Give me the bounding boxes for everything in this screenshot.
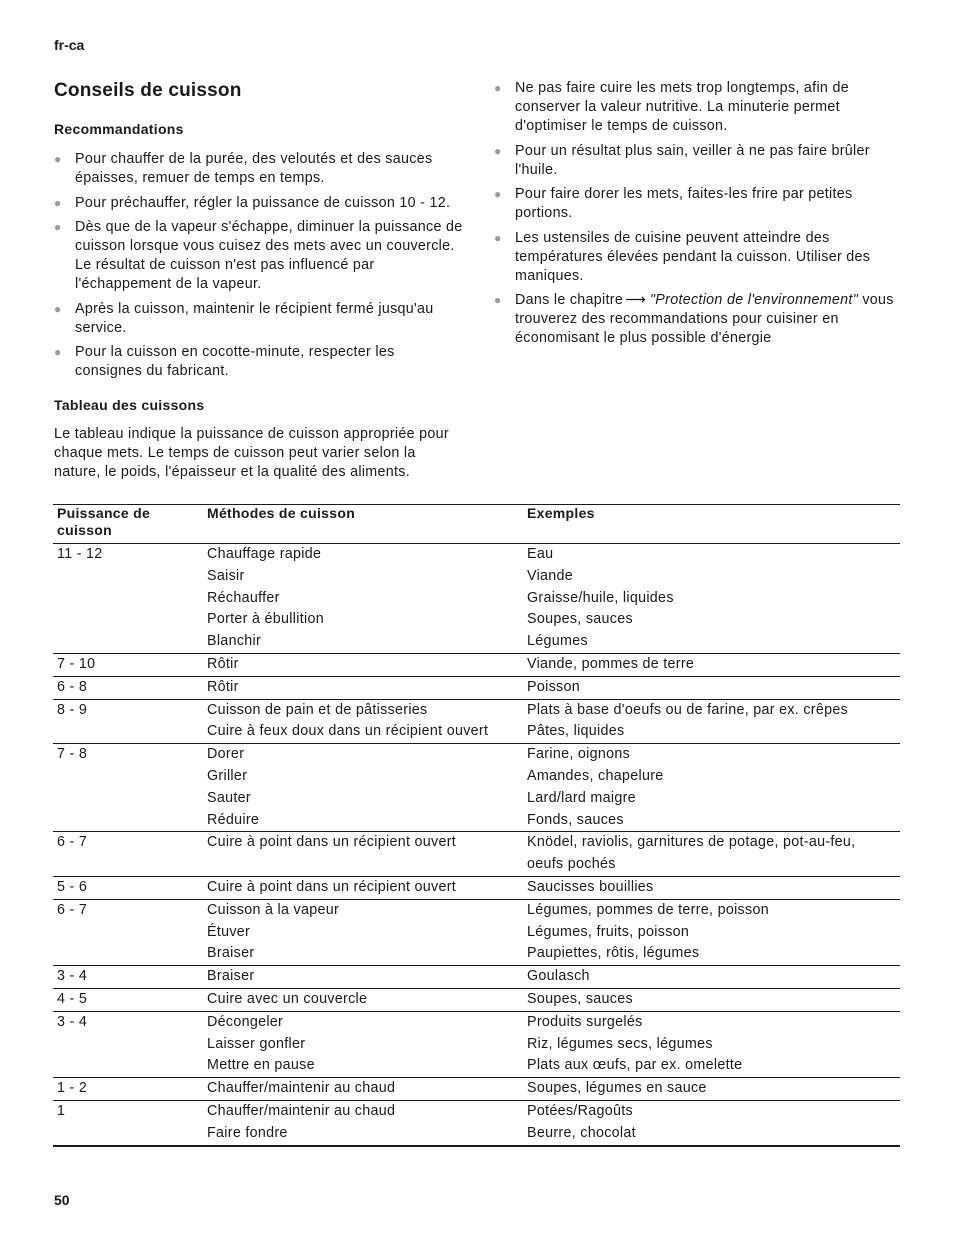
example-line: Poisson <box>527 678 580 695</box>
method-line: Cuire à point dans un récipient ouvert <box>207 878 457 895</box>
list-item: ● Ne pas faire cuire les mets trop longtemps, afin de conserver la valeur nutritive. La minuterie permet d'optimiser le temps de cuisson. <box>494 80 849 134</box>
left-column <box>54 78 464 482</box>
cell-level <box>53 1078 203 1101</box>
example-line: Knödel, raviolis, garnitures de potage, pot-au-feu, oeufs pochés <box>527 834 856 873</box>
method-line: Cuire à point dans un récipient ouvert <box>207 834 457 851</box>
cell-methods <box>203 1078 523 1101</box>
cell-methods <box>203 876 523 899</box>
table-row <box>53 876 900 899</box>
list-item: ● Pour préchauffer, régler la puissance de cuisson 10 - 12. <box>54 194 451 211</box>
cell-methods <box>203 1100 523 1145</box>
cell-level <box>53 988 203 1011</box>
right-column <box>494 79 904 354</box>
method-line: Cuisson de pain et de pâtisseries <box>207 701 428 718</box>
table-row <box>53 1078 900 1101</box>
list-item: ● Dès que de la vapeur s'échappe, diminuer la puissance de cuisson lorsque vous cuisez des mets avec un couvercle. Le résultat de cuisson n'est pas influencé par l'échappement de la vapeur. <box>54 219 463 292</box>
table-row <box>53 899 900 965</box>
bullet-icon: ● <box>54 345 62 359</box>
cell-level <box>53 544 203 654</box>
example-line: Saucisses bouillies <box>527 878 654 895</box>
cell-examples <box>523 988 900 1011</box>
method-line: Saisir <box>207 567 245 584</box>
method-line: Laisser gonfler <box>207 1035 306 1052</box>
list-item: ● Après la cuisson, maintenir le récipient fermé jusqu'au service. <box>54 300 434 336</box>
cell-examples <box>523 832 900 877</box>
cell-examples <box>523 653 900 676</box>
example-line: Légumes, pommes de terre, poisson <box>527 901 769 918</box>
recommendations-list <box>54 150 464 381</box>
cell-methods <box>203 744 523 832</box>
table-heading: Tableau des cuissons <box>54 397 205 413</box>
header-examples: Exemples <box>523 505 900 544</box>
level-value: 8 - 9 <box>57 701 88 718</box>
level-value: 4 - 5 <box>57 990 88 1007</box>
method-line: Mettre en pause <box>207 1057 315 1074</box>
chapter-reference-link[interactable]: "Protection de l'environnement" <box>649 292 859 308</box>
list-item: ● Pour un résultat plus sain, veiller à ne pas faire brûler l'huile. <box>494 142 870 178</box>
cell-level <box>53 966 203 989</box>
method-line: Braiser <box>207 945 255 962</box>
example-line: Pâtes, liquides <box>527 723 625 740</box>
example-line: Légumes <box>527 633 588 650</box>
example-line: Soupes, légumes en sauce <box>527 1080 707 1097</box>
method-line: Chauffer/maintenir au chaud <box>207 1102 396 1119</box>
table-row <box>53 699 900 744</box>
cell-level <box>53 1100 203 1145</box>
example-line: Fonds, sauces <box>527 811 624 828</box>
cell-level <box>53 876 203 899</box>
example-line: Farine, oignons <box>527 746 631 763</box>
cell-examples <box>523 744 900 832</box>
method-line: Réduire <box>207 811 260 828</box>
method-line: Chauffer/maintenir au chaud <box>207 1080 396 1097</box>
table-row <box>53 676 900 699</box>
method-line: Étuver <box>207 923 251 940</box>
cell-examples <box>523 1078 900 1101</box>
example-line: Lard/lard maigre <box>527 789 636 806</box>
cell-methods <box>203 899 523 965</box>
cell-level <box>53 832 203 877</box>
method-line: Blanchir <box>207 633 262 650</box>
bullet-icon: ● <box>494 143 502 158</box>
cell-examples <box>523 1100 900 1145</box>
level-value: 5 - 6 <box>57 878 88 895</box>
language-label: fr-ca <box>54 37 85 53</box>
cell-methods <box>203 988 523 1011</box>
table-header-row <box>53 505 900 544</box>
table-row <box>53 653 900 676</box>
cell-level <box>53 676 203 699</box>
header-level: Puissance de cuisson <box>53 505 203 544</box>
method-line: Faire fondre <box>207 1124 288 1141</box>
bullet-icon: ● <box>494 81 502 95</box>
level-value: 6 - 8 <box>57 678 88 695</box>
level-value: 7 - 8 <box>57 746 88 763</box>
table-row <box>53 966 900 989</box>
tips-list <box>494 79 904 348</box>
example-line: Viande <box>527 567 574 584</box>
example-line: Amandes, chapelure <box>527 767 664 784</box>
method-line: Décongeler <box>207 1013 284 1030</box>
cell-methods <box>203 1011 523 1077</box>
example-line: Goulasch <box>527 968 590 985</box>
method-line: Rôtir <box>207 678 239 695</box>
method-line: Cuire à feux doux dans un récipient ouvert <box>207 723 489 740</box>
recommendations-heading: Recommandations <box>54 121 184 137</box>
cell-examples <box>523 966 900 989</box>
cell-methods <box>203 676 523 699</box>
method-line: Braiser <box>207 968 255 985</box>
cell-examples <box>523 876 900 899</box>
cell-methods <box>203 832 523 877</box>
cell-examples <box>523 676 900 699</box>
level-value: 3 - 4 <box>57 968 88 985</box>
method-line: Cuisson à la vapeur <box>207 901 340 918</box>
list-item: ● Dans le chapitre ⟶ "Protection de l'environnement" vous trouverez des recommandations pour cuisiner en économisant le plus possible d'énergie <box>494 292 894 346</box>
example-line: Plats aux œufs, par ex. omelette <box>527 1057 743 1074</box>
method-line: Rôtir <box>207 655 239 672</box>
table-row <box>53 832 900 877</box>
method-line: Réchauffer <box>207 589 280 606</box>
level-value: 1 - 2 <box>57 1080 88 1097</box>
cell-level <box>53 899 203 965</box>
level-value: 3 - 4 <box>57 1013 88 1030</box>
bullet-icon: ● <box>494 187 502 201</box>
cell-level <box>53 699 203 744</box>
table-row <box>53 744 900 832</box>
bullet-icon: ● <box>494 230 502 245</box>
example-line: Potées/Ragoûts <box>527 1102 633 1119</box>
list-item: ● Pour la cuisson en cocotte-minute, respecter les consignes du fabricant. <box>54 344 395 379</box>
bullet-icon: ● <box>54 152 62 166</box>
level-value: 6 - 7 <box>57 834 88 851</box>
table-row <box>53 1100 900 1145</box>
table-row <box>53 988 900 1011</box>
example-line: Plats à base d'oeufs ou de farine, par ex. crêpes <box>527 701 849 718</box>
bullet-icon: ● <box>54 195 62 210</box>
cell-methods <box>203 653 523 676</box>
method-line: Chauffage rapide <box>207 546 322 562</box>
table-row <box>53 544 900 654</box>
list-item: ● Pour faire dorer les mets, faites-les frire par petites portions. <box>494 186 853 221</box>
method-line: Sauter <box>207 789 251 806</box>
table-intro: Le tableau indique la puissance de cuisson appropriée pour chaque mets. Le temps de cuisson peut varier selon la nature, le poids, l'épaisseur et la qualité des aliments. <box>54 426 449 480</box>
method-line: Dorer <box>207 746 245 763</box>
header-method: Méthodes de cuisson <box>203 505 523 544</box>
page-title: Conseils de cuisson <box>54 80 242 101</box>
table-row <box>53 1011 900 1077</box>
cell-methods <box>203 544 523 654</box>
cell-examples <box>523 899 900 965</box>
cell-examples <box>523 544 900 654</box>
example-line: Eau <box>527 546 554 562</box>
cell-examples <box>523 1011 900 1077</box>
list-item: ● Pour chauffer de la purée, des veloutés et des sauces épaisses, remuer de temps en temps. <box>54 151 433 186</box>
arrow-right-icon: ⟶ <box>625 292 646 308</box>
bullet-icon: ● <box>494 293 502 307</box>
method-line: Griller <box>207 767 248 784</box>
example-line: Soupes, sauces <box>527 990 633 1007</box>
level-value: 6 - 7 <box>57 901 88 918</box>
method-line: Porter à ébullition <box>207 611 324 628</box>
cell-methods <box>203 699 523 744</box>
cell-level <box>53 744 203 832</box>
cooking-table <box>53 504 900 1147</box>
example-line: Graisse/huile, liquides <box>527 589 674 606</box>
example-line: Beurre, chocolat <box>527 1124 636 1141</box>
cell-level <box>53 1011 203 1077</box>
example-line: Légumes, fruits, poisson <box>527 923 690 940</box>
method-line: Cuire avec un couvercle <box>207 990 368 1007</box>
level-value: 11 - 12 <box>57 546 103 562</box>
page-number: 50 <box>54 1192 70 1208</box>
bullet-icon: ● <box>54 301 62 316</box>
cell-examples <box>523 699 900 744</box>
example-line: Produits surgelés <box>527 1013 643 1030</box>
level-value: 7 - 10 <box>57 655 96 672</box>
cell-level <box>53 653 203 676</box>
example-line: Riz, légumes secs, légumes <box>527 1035 713 1052</box>
example-line: Paupiettes, rôtis, légumes <box>527 945 700 962</box>
example-line: Soupes, sauces <box>527 611 633 628</box>
cell-methods <box>203 966 523 989</box>
example-line: Viande, pommes de terre <box>527 655 695 672</box>
bullet-icon: ● <box>54 220 62 234</box>
level-value: 1 <box>57 1102 66 1119</box>
list-item: ● Les ustensiles de cuisine peuvent atteindre des températures élevées pendant la cuisson. Utiliser des maniques. <box>494 229 871 284</box>
